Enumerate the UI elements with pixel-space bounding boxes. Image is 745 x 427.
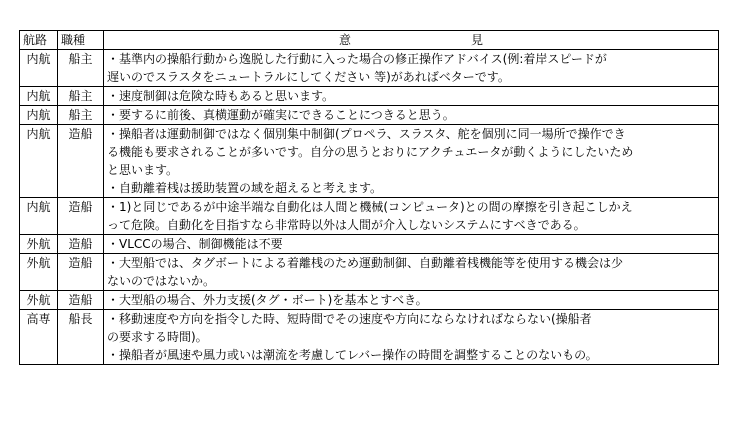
route-cell: 内航 bbox=[20, 87, 58, 106]
opinion-line: ・移動速度や方向を指令した時、短時間でその速度や方向にならなければならない(操船者 bbox=[107, 312, 592, 326]
route-cell: 内航 bbox=[20, 106, 58, 125]
opinion-cell bbox=[104, 254, 719, 291]
role-cell: 船長 bbox=[58, 310, 104, 365]
role-cell: 造船 bbox=[58, 254, 104, 291]
route-cell: 外航 bbox=[20, 254, 58, 291]
table-row bbox=[20, 87, 719, 106]
opinion-table bbox=[19, 30, 719, 365]
table-row bbox=[20, 310, 719, 365]
table-row bbox=[20, 198, 719, 235]
opinion-cell bbox=[104, 106, 719, 125]
opinion-cell bbox=[104, 235, 719, 254]
table-row bbox=[20, 50, 719, 87]
table-row bbox=[20, 254, 719, 291]
role-cell: 造船 bbox=[58, 235, 104, 254]
header-opinion-char-2: 見 bbox=[471, 33, 484, 47]
route-cell: 外航 bbox=[20, 235, 58, 254]
opinion-cell bbox=[104, 198, 719, 235]
role-cell: 造船 bbox=[58, 291, 104, 310]
opinion-line: ・速度制御は危険な時もあると思います。 bbox=[107, 89, 335, 103]
opinion-cell bbox=[104, 291, 719, 310]
opinion-line: る機能も要求されることが多いです。自分の思うとおりにアクチュエータが動くようにしたいため bbox=[107, 145, 634, 159]
route-cell: 外航 bbox=[20, 291, 58, 310]
opinion-cell bbox=[104, 50, 719, 87]
opinion-line: ・操船者が風速や風力或いは潮流を考慮してレバー操作の時間を調整することのないもの。 bbox=[107, 348, 598, 362]
role-cell: 造船 bbox=[58, 198, 104, 235]
route-cell: 内航 bbox=[20, 125, 58, 198]
opinion-cell bbox=[104, 125, 719, 198]
header-row bbox=[20, 31, 719, 50]
opinion-line: ・操船者は運動制御ではなく個別集中制御(プロペラ、スラスタ、舵を個別に同一場所で操作でき bbox=[107, 127, 626, 141]
role-cell: 船主 bbox=[58, 87, 104, 106]
opinion-cell bbox=[104, 310, 719, 365]
opinion-line: ・大型船では、タグボートによる着離桟のため運動制御、自動離着桟機能等を使用する機会は少 bbox=[107, 256, 624, 270]
header-opinion bbox=[104, 31, 719, 50]
opinion-line: って危険。自動化を目指すなら非常時以外は人間が介入しないシステムにすべきである。 bbox=[107, 218, 586, 232]
opinion-line: ・要するに前後、真横運動が確実にできることにつきると思う。 bbox=[107, 108, 455, 122]
opinion-line: と思います。 bbox=[107, 163, 179, 177]
opinion-line: ・基準内の操船行動から逸脱した行動に入った場合の修正操作アドバイス(例:着岸スピードが bbox=[107, 52, 607, 66]
table-row bbox=[20, 291, 719, 310]
header-role: 職種 bbox=[58, 31, 104, 50]
role-cell: 船主 bbox=[58, 50, 104, 87]
route-cell: 内航 bbox=[20, 50, 58, 87]
opinion-line: の要求する時間)。 bbox=[107, 330, 208, 344]
role-cell: 船主 bbox=[58, 106, 104, 125]
table-row bbox=[20, 106, 719, 125]
header-route: 航路 bbox=[20, 31, 58, 50]
table-row bbox=[20, 235, 719, 254]
opinion-line: ないのではないか。 bbox=[107, 274, 216, 288]
route-cell: 内航 bbox=[20, 198, 58, 235]
route-cell: 高専 bbox=[20, 310, 58, 365]
opinion-cell bbox=[104, 87, 719, 106]
opinion-line: ・大型船の場合、外力支援(タグ・ボート)を基本とすべき。 bbox=[107, 293, 428, 307]
table-row bbox=[20, 125, 719, 198]
opinion-line: 遅いのでスラスタをニュートラルにしてください 等)があればベターです。 bbox=[107, 70, 510, 84]
opinion-line: ・自動離着桟は援助装置の域を超えると考えます。 bbox=[107, 181, 383, 195]
role-cell: 造船 bbox=[58, 125, 104, 198]
opinion-line: ・VLCCの場合、制御機能は不要 bbox=[107, 237, 283, 251]
opinion-line: ・1)と同じであるが中途半端な自動化は人間と機械(コンピュータ)との間の摩擦を引き起こしかえ bbox=[107, 200, 633, 214]
header-opinion-char-1: 意 bbox=[338, 33, 351, 47]
